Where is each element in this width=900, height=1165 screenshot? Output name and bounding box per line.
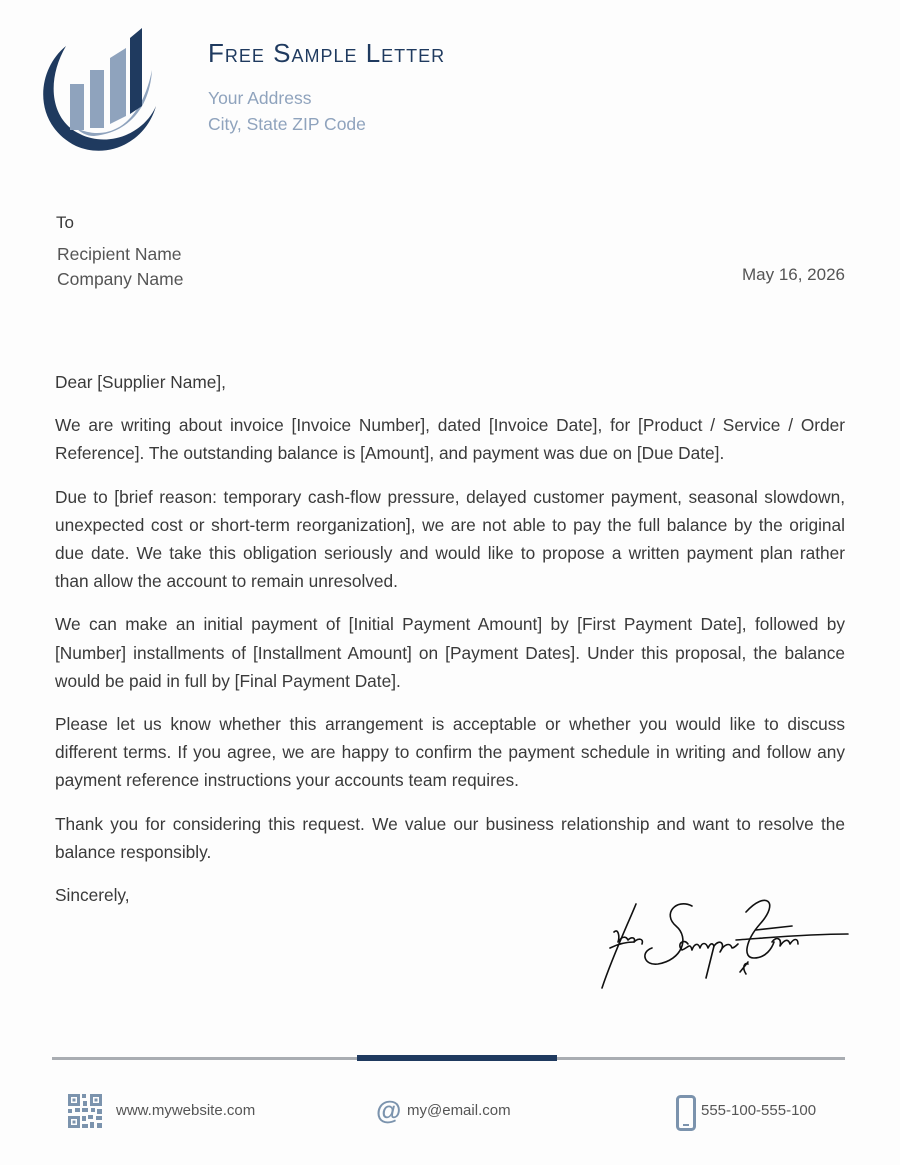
paragraph: Due to [brief reason: temporary cash-flow pressure, delayed customer payment, seasonal slowdown, unexpected cost or short-term reorganization], we are not able to pay the full balance by the original due date. We take this obligation seriously and would like to propose a written payment plan rather than allow the account to remain unresolved. bbox=[55, 486, 845, 592]
bar-chart-swoosh-icon bbox=[36, 24, 160, 156]
paragraph: Please let us know whether this arrangement is acceptable or whether you would like to discuss different terms. If you agree, we are happy to confirm the payment schedule in writing and follow any payment reference instructions your accounts team requires. bbox=[55, 714, 845, 791]
closing: Sincerely, bbox=[55, 885, 130, 906]
recipient-name: Recipient Name bbox=[57, 244, 182, 264]
to-label: To bbox=[56, 213, 74, 232]
at-sign-icon: @ bbox=[376, 1095, 402, 1125]
letter-body bbox=[55, 368, 845, 924]
sender-address-line1: Your Address bbox=[208, 88, 312, 108]
qr-code-icon bbox=[68, 1094, 102, 1128]
paragraph: We can make an initial payment of [Initial Payment Amount] by [First Payment Date], followed by [Number] installments of [Installment Amount] on [Payment Dates]. Under this proposal, the balance would be paid in full by [Final Payment Date]. bbox=[55, 614, 845, 691]
recipient-company: Company Name bbox=[57, 269, 184, 289]
paragraph: We are writing about invoice [Invoice Number], dated [Invoice Date], for [Product / Service / Order Reference]. The outstanding balance is [Amount], and payment was due on [Due Date]. bbox=[55, 415, 845, 464]
letterhead-title: Free Sample Letter bbox=[208, 38, 446, 68]
footer-divider-left bbox=[52, 1057, 357, 1060]
footer-email[interactable]: my@email.com bbox=[407, 1102, 511, 1119]
footer-divider-right bbox=[557, 1057, 845, 1060]
footer-divider-accent bbox=[357, 1055, 557, 1061]
sender-address-line2: City, State ZIP Code bbox=[208, 114, 366, 134]
salutation: Dear [Supplier Name], bbox=[55, 372, 226, 392]
letter-date: May 16, 2026 bbox=[741, 265, 845, 284]
signature bbox=[596, 888, 850, 994]
paragraph: Thank you for considering this request. We value our business relationship and want to resolve the balance responsibly. bbox=[55, 813, 845, 862]
footer-phone[interactable]: 555-100-555-100 bbox=[701, 1102, 817, 1119]
mobile-phone-icon bbox=[676, 1095, 696, 1131]
footer-website[interactable]: www.mywebsite.com bbox=[116, 1102, 256, 1119]
